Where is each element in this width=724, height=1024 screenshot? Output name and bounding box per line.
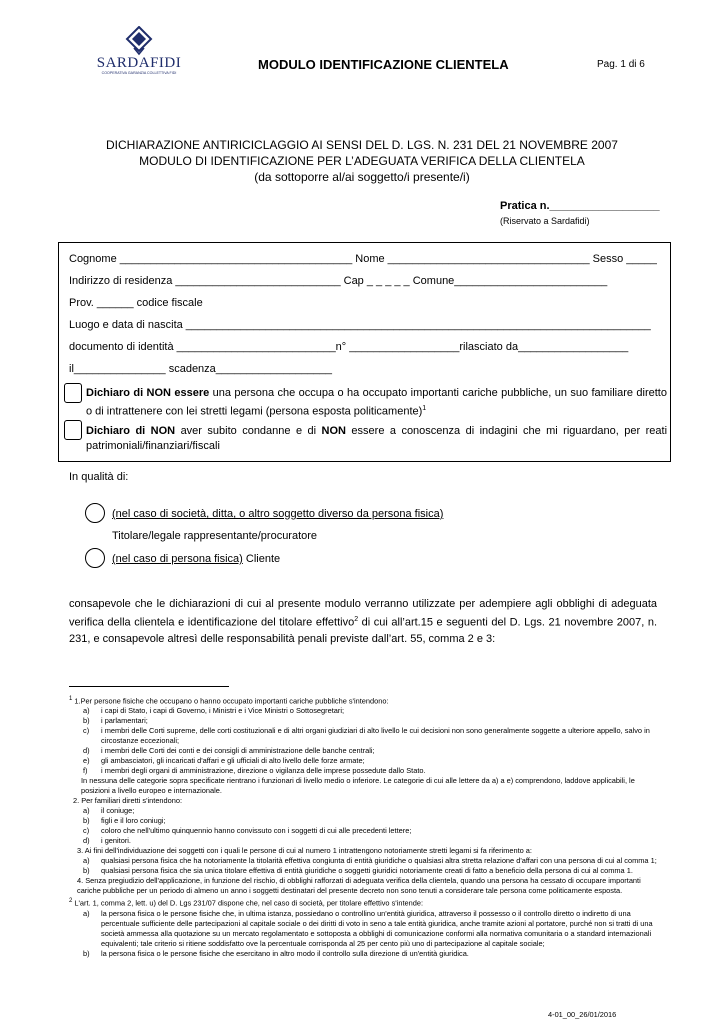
awareness-text-a: consapevole che le dichiarazioni di cui al presente modulo verranno utilizzate per adempiere agli obblighi di adeguata verifica della clientela e identificazione del titolare effettivo: [69, 598, 657, 629]
footnote-item-text: la persona fisica o le persone fisiche che esercitano in altro modo il controllo sulla direzione di un'entità giuridica.: [101, 948, 469, 958]
name-surname-row[interactable]: Cognome ______________________________________ Nome _________________________________ Sesso _____: [69, 253, 657, 265]
footnote-item-text: figli e il loro coniugi;: [101, 816, 166, 826]
declaration-line-2: MODULO DI IDENTIFICAZIONE PER L’ADEGUATA VERIFICA DELLA CLIENTELA: [139, 154, 585, 168]
pep-footnote-ref: 1: [422, 405, 427, 412]
footnote-item-text: il coniuge;: [101, 806, 135, 816]
no-convictions-checkbox[interactable]: [64, 420, 82, 440]
footnote-list-item: [69, 826, 659, 836]
footnote-item-text: i capi di Stato, i capi di Governo, i Ministri e i Vice Ministri o Sottosegretari;: [101, 706, 345, 716]
declaration-line-3: (da sottoporre al/ai soggetto/i presente/i): [254, 170, 470, 184]
sardafidi-logo: [95, 26, 183, 82]
footnote-list-item: [69, 949, 659, 959]
role-label: In qualità di:: [69, 471, 129, 483]
footnote-item-letter: a): [83, 806, 90, 816]
awareness-text-b: di cui all’art.15 e seguenti del D. Lgs. 21 novembre 2007, n. 231, e consapevole altresì delle responsabilità penali previste dall’art. 55, comma 2 e 3:: [69, 616, 657, 645]
footnote-item-text: i genitori.: [101, 836, 131, 846]
awareness-paragraph: [69, 596, 657, 647]
footnote-item-text: i membri delle Corti supreme, delle corti costituzionali e di altri organi giudiziari di alto livello le cui decisioni non sono generalmente soggette a ulteriore appello, salvo in circostanze eccezionali;: [101, 726, 650, 746]
province-taxcode-row[interactable]: Prov. ______ codice fiscale: [69, 297, 203, 309]
footnote-item-letter: b): [83, 948, 90, 958]
pep-declaration: [86, 386, 667, 420]
person-option-label: [112, 553, 280, 565]
pep-bold: Dichiaro di NON essere: [86, 387, 210, 399]
footnote-item-letter: a): [83, 706, 90, 716]
company-role-text: Titolare/legale rappresentante/procuratore: [112, 530, 318, 542]
awareness-footnote-ref: 2: [354, 616, 359, 623]
footnote-2-intro: $^2$ L'art. 1, comma 2, lett. u) del D. Lgs 231/07 dispone che, nel caso di società, per titolare effettivo s'intende:: [69, 898, 424, 908]
logo-name: SARDAFIDI: [96, 55, 182, 71]
pratica-number-field[interactable]: Pratica n.__________________: [500, 200, 660, 212]
page-number: Pag. 1 di 6: [597, 59, 645, 70]
footnote-list-item: [69, 816, 659, 826]
footnote-list-item: [69, 836, 659, 846]
page-title: MODULO IDENTIFICAZIONE CLIENTELA: [258, 57, 509, 72]
person-option-underlined: (nel caso di persona fisica): [112, 553, 243, 565]
footnote-item-letter: d): [83, 746, 90, 756]
footnote-item-letter: d): [83, 836, 90, 846]
logo-subtitle: COOPERATIVA GARANZIA COLLETTIVA FIDI: [101, 71, 177, 75]
crime-text-1: aver subito condanne e di: [175, 425, 322, 437]
no-convictions-declaration: [86, 424, 667, 454]
footnote-list-item: [69, 866, 659, 876]
footnote-1-part-4: 4. Senza pregiudizio dell'applicazione, in funzione del rischio, di obblighi rafforzati di adeguata verifica della clientela, quando una persona ha cessato di occupare importanti cariche pubbliche per un periodo di almeno un anno i soggetti destinatari del presente decreto non sono tenuti a considerare tale persona come politicamente esposta.: [77, 876, 641, 896]
footnote-item-text: gli ambasciatori, gli incaricati d'affari e gli ufficiali di alto livello delle forze armate;: [101, 756, 365, 766]
footnote-1-intro: $^1$ 1.Per persone fisiche che occupano o hanno occupato importanti cariche pubbliche s'intendono:: [69, 696, 389, 706]
crime-text-2: essere a conoscenza di indagini che mi riguardano, per reati patrimoniali/finanziari/fiscali: [86, 425, 668, 452]
footnote-1-part-2: 2. Per familiari diretti s'intendono:: [73, 796, 183, 806]
footnote-item-text: la persona fisica o le persone fisiche che, in ultima istanza, possiedano o controllino un'entità giuridica, attraverso il possesso o il controllo diretto o indiretto di una percentuale sufficiente delle partecipazioni al capitale sociale o dei diritti di voto in seno a tale entità giuridica, anche tramite azioni al portatore, purché non si tratti di una società ammessa alla quotazione su un mercato regolamentato e sottoposta a obblighi di comunicazione conformi alla normativa comunitaria o a standard internazionali equivalenti; tale criterio si ritiene soddisfatto ove la percentuale corrisponda al 25 per cento più uno di partecipazione al capitale sociale;: [101, 908, 653, 948]
footnote-item-text: i membri delle Corti dei conti e dei consigli di amministrazione delle banche centrali;: [101, 746, 375, 756]
footnote-item-text: qualsiasi persona fisica che ha notoriamente la titolarità effettiva congiunta di entità giuridiche o qualsiasi altra stretta relazione d'affari con una persona di cui al comma 1;: [101, 856, 657, 866]
footnote-1-part-3: 3. Ai fini dell'individuazione dei soggetti con i quali le persone di cui al numero 1 intrattengono notoriamente stretti legami si fa riferimento a:: [77, 846, 532, 856]
footnote-item-letter: c): [83, 826, 90, 836]
footnote-item-text: coloro che nell'ultimo quinquennio hanno convissuto con i soggetti di cui alle precedenti lettere;: [101, 826, 412, 836]
footnote-list-item: [69, 706, 659, 716]
declaration-line-1: DICHIARAZIONE ANTIRICICLAGGIO AI SENSI DEL D. LGS. N. 231 DEL 21 NOVEMBRE 2007: [106, 138, 618, 152]
footnote-item-letter: c): [83, 726, 90, 736]
footnote-1-note: In nessuna delle categorie sopra specificate rientrano i funzionari di livello medio o inferiore. Le categorie di cui alle lettere da a) a e) comprendono, laddove applicabili, le posizioni a livello europeo e internazionale.: [81, 776, 635, 796]
footnote-item-text: i parlamentari;: [101, 716, 148, 726]
pep-text: una persona che occupa o ha occupato importanti cariche pubbliche, un suo familiare diretto o di intrattenere con lei stretti legami (persona esposta politicamente): [86, 387, 667, 418]
footnote-list-item: [69, 766, 659, 776]
footnote-list-item: [69, 806, 659, 816]
footnote-list-item: [69, 856, 659, 866]
logo-emblem-icon: [122, 26, 156, 56]
footnote-list-item: [69, 909, 659, 949]
footnotes: [69, 694, 659, 959]
footnote-item-letter: b): [83, 816, 90, 826]
footnote-item-letter: a): [83, 908, 90, 918]
footnote-list-item: [69, 726, 659, 746]
footnote-item-text: i membri degli organi di amministrazione, direzione o vigilanza delle imprese possedute dallo Stato.: [101, 766, 426, 776]
birth-row[interactable]: Luogo e data di nascita ____________________________________________________________________________: [69, 319, 651, 331]
footnote-1-part-3-items: [69, 856, 659, 876]
company-radio[interactable]: [85, 503, 105, 523]
footnote-separator: [69, 686, 229, 687]
crime-bold-2: NON: [321, 425, 346, 437]
footnote-item-text: qualsiasi persona fisica che sia unica titolare effettiva di entità giuridiche o soggetti giuridici notoriamente creati di fatto a beneficio della persona di cui al comma 1.: [101, 866, 633, 876]
footnote-item-letter: f): [83, 766, 88, 776]
footnote-list-item: [69, 716, 659, 726]
footnote-2-items: [69, 909, 659, 959]
footnote-1-part-2-items: [69, 806, 659, 846]
person-radio[interactable]: [85, 548, 105, 568]
footnote-item-letter: e): [83, 756, 90, 766]
footnote-item-letter: a): [83, 856, 90, 866]
footnote-1-items: [69, 706, 659, 776]
company-option-label: (nel caso di società, ditta, o altro soggetto diverso da persona fisica): [112, 508, 444, 520]
footnote-list-item: [69, 756, 659, 766]
footnote-item-letter: b): [83, 716, 90, 726]
residence-row[interactable]: Indirizzo di residenza ___________________________ Cap _ _ _ _ _ Comune_________________________: [69, 275, 608, 287]
crime-bold-1: Dichiaro di NON: [86, 425, 176, 437]
document-code: 4-01_00_26/01/2016: [548, 1010, 617, 1019]
footnote-list-item: [69, 746, 659, 756]
pep-checkbox[interactable]: [64, 383, 82, 403]
footnote-item-letter: b): [83, 866, 90, 876]
identity-document-row[interactable]: documento di identità __________________________n° __________________rilasciato da__________________: [69, 341, 629, 353]
pratica-note: (Riservato a Sardafidi): [500, 216, 590, 226]
person-option-rest: Cliente: [242, 553, 281, 565]
expiry-row[interactable]: il_______________ scadenza___________________: [69, 363, 333, 375]
